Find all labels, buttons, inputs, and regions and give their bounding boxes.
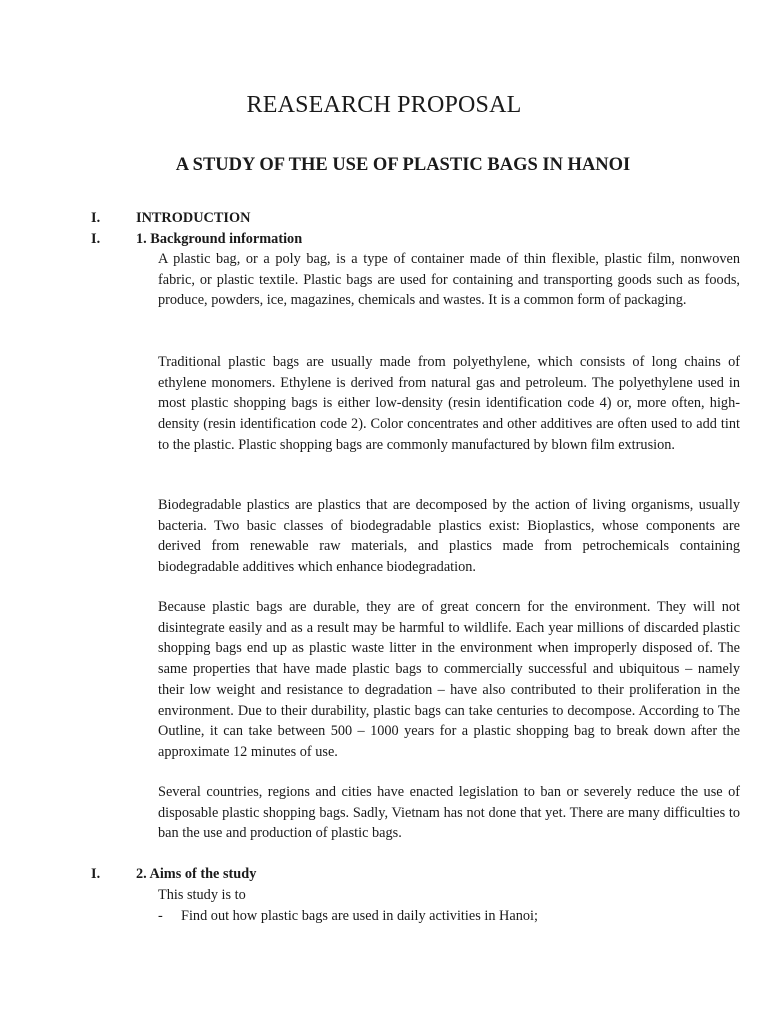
paragraph-4: Because plastic bags are durable, they are of great concern for the environment. They will not disintegrate easily and as a result may be harmful to wildlife. Each year millions of discarded plastic shopping bags end up as plastic waste litter in the environment when improperly disposed of. The same properties that have made plastic bags to commercially successful and ubiquitous – namely their low weight and resistance to degradation – have also contributed to their proliferation in the environment. Due to their durability, plastic bags can take centuries to decompose. According to The Outline, it can take between 500 – 1000 years for a plastic shopping bag to break down after the approximate 12 minutes of use.	[158, 599, 740, 760]
list-item-text: Find out how plastic bags are used in daily activities in Hanoi;	[181, 908, 538, 924]
document-title: REASEARCH PROPOSAL	[246, 92, 522, 118]
paragraph-2: Traditional plastic bags are usually made from polyethylene, which consists of long chains of ethylene monomers. Ethylene is derived from natural gas and petroleum. The polyethylene used in most plastic shopping bags is either low-density (resin identification code 4) or, more often, high-density (resin identification code 2). Color concentrates and other additives are often used to add tint to the plastic. Plastic shopping bags are commonly manufactured by blown film extrusion.	[158, 354, 740, 453]
aims-intro: This study is to	[158, 887, 246, 903]
section-label: 2. Aims of the study	[136, 866, 257, 882]
bullet-marker: -	[158, 908, 163, 924]
section-number: I.	[91, 866, 101, 882]
section-heading-introduction	[91, 208, 250, 228]
document-subtitle: A STUDY OF THE USE OF PLASTIC BAGS IN HANOI	[175, 155, 631, 175]
list-item	[158, 906, 538, 926]
section-label: INTRODUCTION	[136, 210, 251, 226]
paragraph-1: A plastic bag, or a poly bag, is a type of container made of thin flexible, plastic film, nonwoven fabric, or plastic textile. Plastic bags are used for containing and transporting goods such as foods, produce, powders, ice, magazines, chemicals and wastes. It is a common form of packaging.	[158, 251, 740, 309]
section-heading-aims	[91, 864, 256, 884]
paragraph-5: Several countries, regions and cities have enacted legislation to ban or severely reduce the use of disposable plastic shopping bags. Sadly, Vietnam has not done that yet. There are many difficulties to ban the use and production of plastic bags.	[158, 784, 740, 842]
section-number: I.	[91, 231, 101, 247]
section-heading-background	[91, 229, 302, 249]
paragraph-3: Biodegradable plastics are plastics that are decomposed by the action of living organisms, usually bacteria. Two basic classes of biodegradable plastics exist: Bioplastics, whose components are derived from renewable raw materials, and plastics made from petrochemicals containing biodegradable additives which enhance biodegradation.	[158, 497, 740, 576]
section-number: I.	[91, 210, 101, 226]
section-label: 1. Background information	[136, 231, 303, 247]
